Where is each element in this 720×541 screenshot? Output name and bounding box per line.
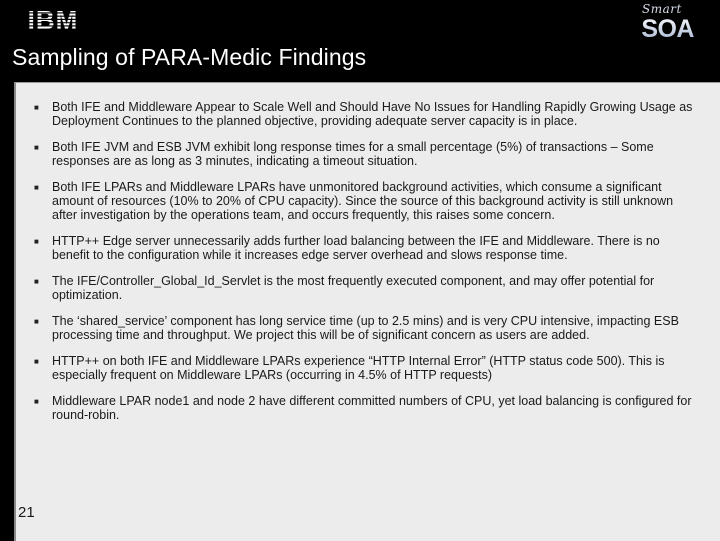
square-bullet-icon: ■ bbox=[34, 357, 39, 366]
finding-text: HTTP++ Edge server unnecessarily adds further load balancing between the IFE and Middleware. There is no benefit to the configuration while it increases edge server overhead and slows response time. bbox=[52, 234, 660, 262]
finding-item bbox=[30, 394, 700, 422]
svg-text:IBM: IBM bbox=[27, 7, 79, 33]
page-title: Sampling of PARA-Medic Findings bbox=[12, 44, 367, 70]
finding-text: Middleware LPAR node1 and node 2 have different committed numbers of CPU, yet load balancing is configured for round-robin. bbox=[52, 394, 692, 422]
finding-item bbox=[30, 100, 700, 128]
square-bullet-icon: ■ bbox=[34, 237, 39, 246]
finding-item bbox=[30, 180, 700, 222]
finding-item bbox=[30, 314, 700, 342]
smart-soa-logo-icon bbox=[636, 2, 698, 40]
finding-text: Both IFE JVM and ESB JVM exhibit long response times for a small percentage (5%) of transactions – Some responses are as long as 3 minutes, indicating a timeout situation. bbox=[52, 140, 654, 168]
finding-text: The IFE/Controller_Global_Id_Servlet is the most frequently executed component, and may offer potential for optimization. bbox=[52, 274, 655, 302]
svg-text:SOA: SOA bbox=[641, 15, 694, 40]
finding-item bbox=[30, 274, 700, 302]
smart-soa-logo-smart: Smart bbox=[642, 2, 682, 16]
finding-item bbox=[30, 234, 700, 262]
finding-text: HTTP++ on both IFE and Middleware LPARs experience “HTTP Internal Error” (HTTP status code 500). This is especially frequent on Middleware LPARs (occurring in 4.5% of HTTP requests) bbox=[52, 354, 665, 382]
finding-item bbox=[30, 354, 700, 382]
findings-list bbox=[30, 100, 700, 422]
square-bullet-icon: ■ bbox=[34, 143, 39, 152]
square-bullet-icon: ■ bbox=[34, 317, 39, 326]
finding-text: The ‘shared_service’ component has long service time (up to 2.5 mins) and is very CPU intensive, impacting ESB processing time and throughput. We project this will be of significant concern as users are added. bbox=[52, 314, 679, 342]
finding-text: Both IFE LPARs and Middleware LPARs have unmonitored background activities, which consume a significant amount of resources (10% to 20% of CPU capacity). Since the source of this background activity is still unknown after investigation by the operations team, and occurs frequently, this raises some concern. bbox=[52, 180, 674, 222]
finding-item bbox=[30, 140, 700, 168]
square-bullet-icon: ■ bbox=[34, 103, 39, 112]
square-bullet-icon: ■ bbox=[34, 183, 39, 192]
square-bullet-icon: ■ bbox=[34, 277, 39, 286]
finding-text: Both IFE and Middleware Appear to Scale Well and Should Have No Issues for Handling Rapidly Growing Usage as Deployment Continues to the planned objective, providing adequate server capacity is in place. bbox=[52, 100, 693, 128]
slide-number: 21 bbox=[18, 504, 35, 521]
ibm-logo-icon bbox=[24, 7, 82, 33]
square-bullet-icon: ■ bbox=[34, 397, 39, 406]
